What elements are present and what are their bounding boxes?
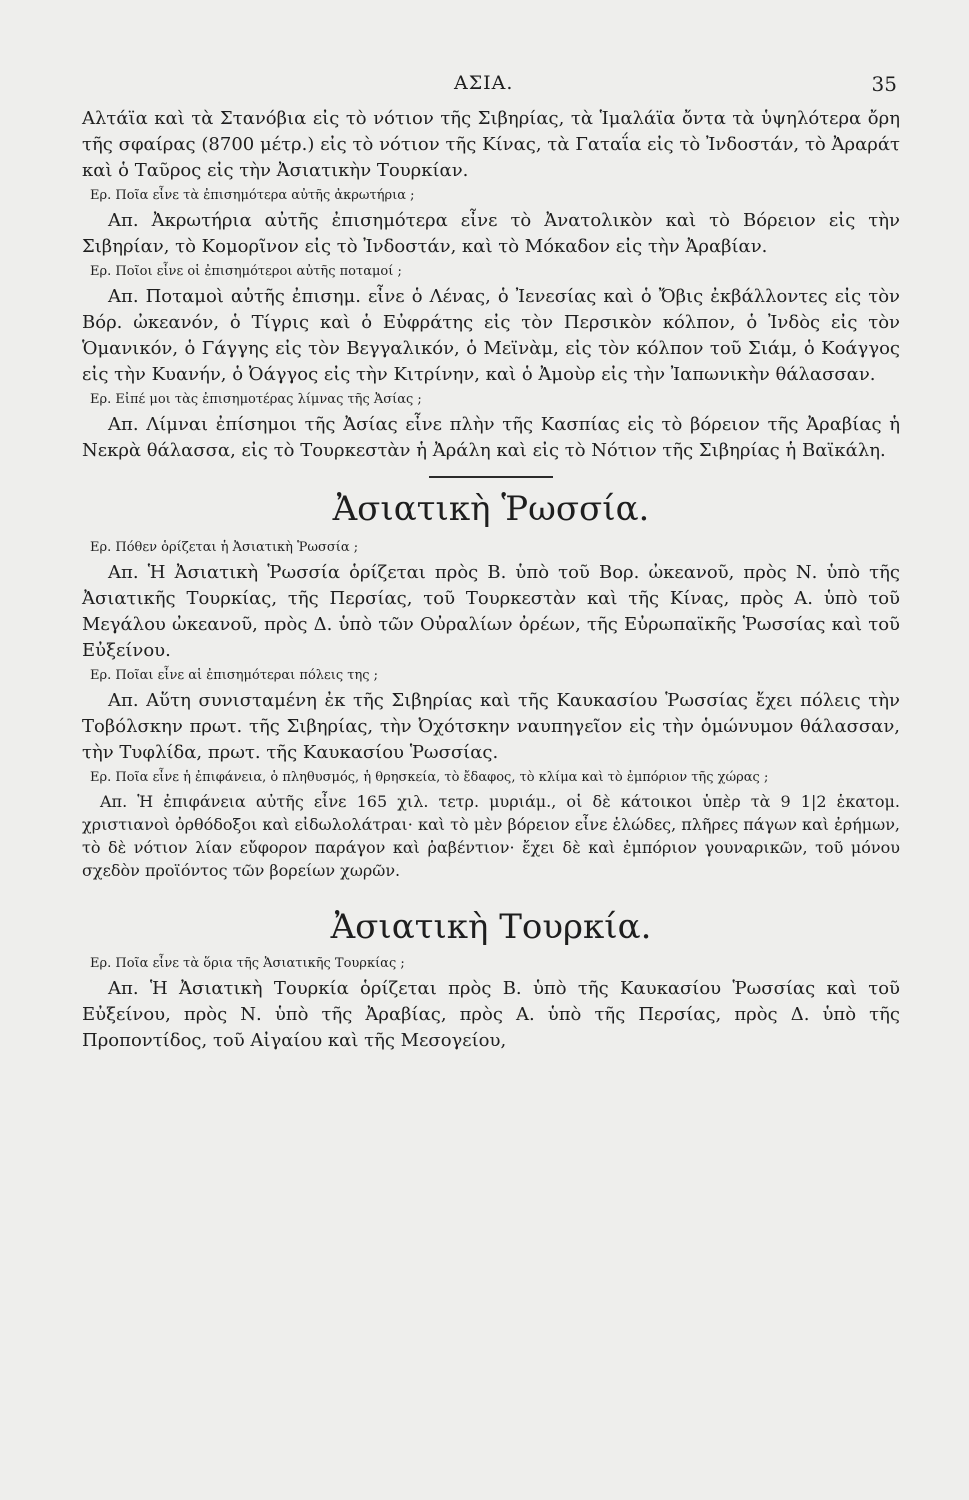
answer-russia-cities: Απ. Αὕτη συνισταμένη ἐκ τῆς Σιβηρίας καὶ τῆς Καυκασίου Ῥωσσίας ἔχει πόλεις τὴν Τοβόλσκην πρωτ. τῆς Σιβηρίας, τὴν Ὀχότσκην ναυπηγεῖον εἰς τὴν ὁμώνυμον θάλασσαν, τὴν Τυφλίδα, πρωτ. τῆς Καυκασίου Ῥωσσίας. (82, 690, 900, 763)
answer-rivers: Απ. Ποταμοὶ αὐτῆς ἐπισημ. εἶνε ὁ Λένας, ὁ Ἰενεσίας καὶ ὁ Ὄβις ἐκβάλλοντες εἰς τὸν Βόρ. ὠκεανόν, ὁ Τίγρις καὶ ὁ Εὐφράτης εἰς τὸν Περσικὸν κόλπον, ὁ Ἰνδὸς εἰς τὸν Ὁμανικόν, ὁ Γάγγης εἰς τὸν Βεγγαλικόν, ὁ Μεϊνὰμ, εἰς τὸν κόλπον τοῦ Σιάμ, ὁ Κοάγγος εἰς τὴν Κυανήν, ὁ Ὀάγγος εἰς τὴν Κιτρίνην, καὶ ὁ Ἀμοὺρ εἰς τὴν Ἰαπωνικὴν θάλασσαν. (82, 286, 900, 385)
running-title: ΑΣΙΑ. (454, 72, 514, 94)
heading-asian-russia: Ἀσιατικὴ Ῥωσσία. (332, 489, 650, 529)
heading-asian-turkey: Ἀσιατικὴ Τουρκία. (330, 907, 652, 947)
question-turkey-borders: Ερ. Ποῖα εἶνε τὰ ὅρια τῆς Ἀσιατικῆς Τουρκίας ; (90, 956, 405, 971)
question-russia-area: Ερ. Ποῖα εἶνε ἡ ἐπιφάνεια, ὁ πληθυσμός, ἡ θρησκεία, τὸ ἔδαφος, τὸ κλίμα καὶ τὸ ἐμπόριον τῆς χώρας ; (90, 770, 769, 785)
question-russia-borders: Ερ. Πόθεν ὁρίζεται ἡ Ἀσιατικὴ Ῥωσσία ; (90, 540, 359, 555)
answer-russia-borders: Απ. Ἡ Ἀσιατικὴ Ῥωσσία ὁρίζεται πρὸς Β. ὑπὸ τοῦ Βορ. ὠκεανοῦ, πρὸς Ν. ὑπὸ τῆς Ἀσιατικῆς Τουρκίας, τῆς Περσίας, τοῦ Τουρκεστὰν καὶ τῆς Κίνας, πρὸς Α. ὑπὸ τοῦ Μεγάλου ὠκεανοῦ, πρὸς Δ. ὑπὸ τῶν Οὐραλίων ὀρέων, τῆς Εὐρωπαϊκῆς Ῥωσσίας καὶ τοῦ Εὐξείνου. (82, 562, 900, 661)
question-russia-cities: Ερ. Ποῖαι εἶνε αἱ ἐπισημότεραι πόλεις της ; (90, 668, 379, 683)
answer-turkey-borders: Απ. Ἡ Ἀσιατικὴ Τουρκία ὁρίζεται πρὸς Β. ὑπὸ τῆς Καυκασίου Ῥωσσίας καὶ τοῦ Εὐξείνου, πρὸς Ν. ὑπὸ τῆς Ἀραβίας, πρὸς Α. ὑπὸ τῆς Περσίας, πρὸς Δ. ὑπὸ τῆς Προποντίδος, τοῦ Αἰγαίου καὶ τῆς Μεσογείου, (82, 978, 900, 1051)
section-divider (429, 476, 553, 478)
answer-capes: Απ. Ἀκρωτήρια αὐτῆς ἐπισημότερα εἶνε τὸ Ἀνατολικὸν καὶ τὸ Βόρειον εἰς τὴν Σιβηρίαν, τὸ Κομορῖνον εἰς τὸ Ἰνδοστάν, καὶ τὸ Μόκαδον εἰς τὴν Ἀραβίαν. (82, 210, 900, 257)
page-number: 35 (871, 72, 897, 96)
page-header (82, 72, 897, 102)
question-rivers: Ερ. Ποῖοι εἶνε οἱ ἐπισημότεροι αὐτῆς ποταμοί ; (90, 264, 402, 279)
answer-lakes: Απ. Λίμναι ἐπίσημοι τῆς Ἀσίας εἶνε πλὴν τῆς Κασπίας εἰς τὸ βόρειον τῆς Ἀραβίας ἡ Νεκρὰ θάλασσα, εἰς τὸ Τουρκεστὰν ἡ Ἀράλη καὶ εἰς τὸ Νότιον τῆς Σιβηρίας ἡ Βαϊκάλη. (82, 414, 900, 461)
main-text (82, 106, 900, 1054)
answer-russia-area: Απ. Ἡ ἐπιφάνεια αὐτῆς εἶνε 165 χιλ. τετρ. μυριάμ., οἱ δὲ κάτοικοι ὑπὲρ τὰ 9 1|2 ἑκατομ. χριστιανοὶ ὀρθόδοξοι καὶ εἰδωλολάτραι· καὶ τὸ μὲν βόρειον εἶνε ἑλώδες, πλῆρες πάγων καὶ ἐρήμων, τὸ δὲ νότιον λίαν εὔφορον παράγον καὶ ῥαβέντιον· ἔχει δὲ καὶ ἐμπόριον γουναρικῶν, τοῦ μόνου σχεδὸν προϊόντος τῶν βορείων χωρῶν. (82, 792, 900, 880)
question-capes: Ερ. Ποῖα εἶνε τὰ ἐπισημότερα αὐτῆς ἀκρωτήρια ; (90, 188, 415, 203)
paragraph-mountains: Αλτάϊα καὶ τὰ Στανόβια εἰς τὸ νότιον τῆς Σιβηρίας, τὰ Ἱμαλάϊα ὄντα τὰ ὑψηλότερα ὄρη τῆς σφαίρας (8700 μέτρ.) εἰς τὸ νότιον τῆς Κίνας, τὰ Γαταΐα εἰς τὸ Ἰνδοστάν, τὸ Ἀραράτ καὶ ὁ Ταῦρος εἰς τὴν Ἀσιατικὴν Τουρκίαν. (82, 108, 900, 181)
question-lakes: Ερ. Εἰπέ μοι τὰς ἐπισημοτέρας λίμνας τῆς Ἀσίας ; (90, 392, 422, 407)
